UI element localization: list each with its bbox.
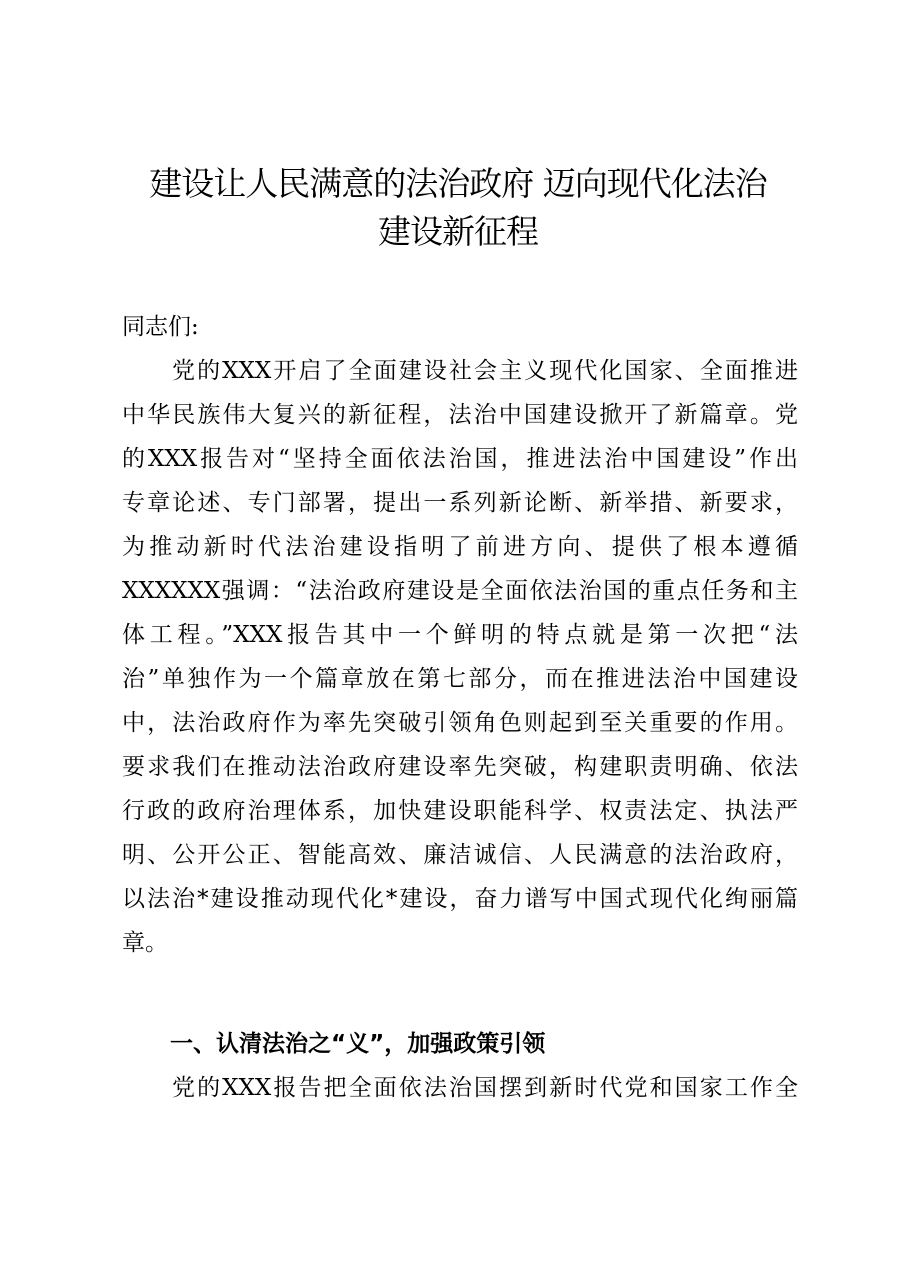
section-heading-1: 一、认清法治之“义”，加强政策引领 [170, 1031, 546, 1057]
paragraph-1 [122, 349, 798, 965]
paragraph-line: 党的XXX报告把全面依法治国摆到新时代党和国家工作全 [172, 1075, 798, 1101]
paragraph-line: 明、公开公正、智能高效、廉洁诚信、人民满意的法治政府， [122, 842, 798, 868]
paragraph-2 [122, 1066, 798, 1110]
paragraph-line: 行政的政府治理体系，加快建设职能科学、权责法定、执法严 [122, 798, 798, 824]
paragraph-line: 的XXX报告对“坚持全面依法治国，推进法治中国建设”作出 [122, 446, 798, 472]
title-line: 建设让人民满意的法治政府 迈向现代化法治 [149, 164, 767, 203]
paragraph-line: 专章论述、专门部署，提出一系列新论断、新举措、新要求， [122, 490, 798, 516]
document-title [120, 160, 796, 256]
paragraph-line: 要求我们在推动法治政府建设率先突破，构建职责明确、依法 [122, 754, 798, 780]
paragraph-line: 中，法治政府作为率先突破引领角色则起到至关重要的作用。 [122, 710, 798, 736]
paragraph-line: 党的XXX开启了全面建设社会主义现代化国家、全面推进 [172, 358, 798, 384]
title-line: 建设新征程 [378, 212, 538, 251]
salutation: 同志们: [122, 314, 199, 340]
paragraph-line: 为推动新时代法治建设指明了前进方向、提供了根本遵循 [122, 534, 798, 560]
paragraph-line: 中华民族伟大复兴的新征程，法治中国建设掀开了新篇章。党 [122, 402, 798, 428]
paragraph-line: XXXXXX强调：“法治政府建设是全面依法治国的重点任务和主 [122, 578, 798, 604]
paragraph-line: 治”单独作为一个篇章放在第七部分，而在推进法治中国建设 [122, 666, 798, 692]
paragraph-line: 以法治*建设推动现代化*建设，奋力谱写中国式现代化绚丽篇 [122, 886, 798, 912]
paragraph-line: 体工程。”XXX报告其中一个鲜明的特点就是第一次把“法 [122, 622, 798, 648]
paragraph-line: 章。 [122, 930, 168, 956]
